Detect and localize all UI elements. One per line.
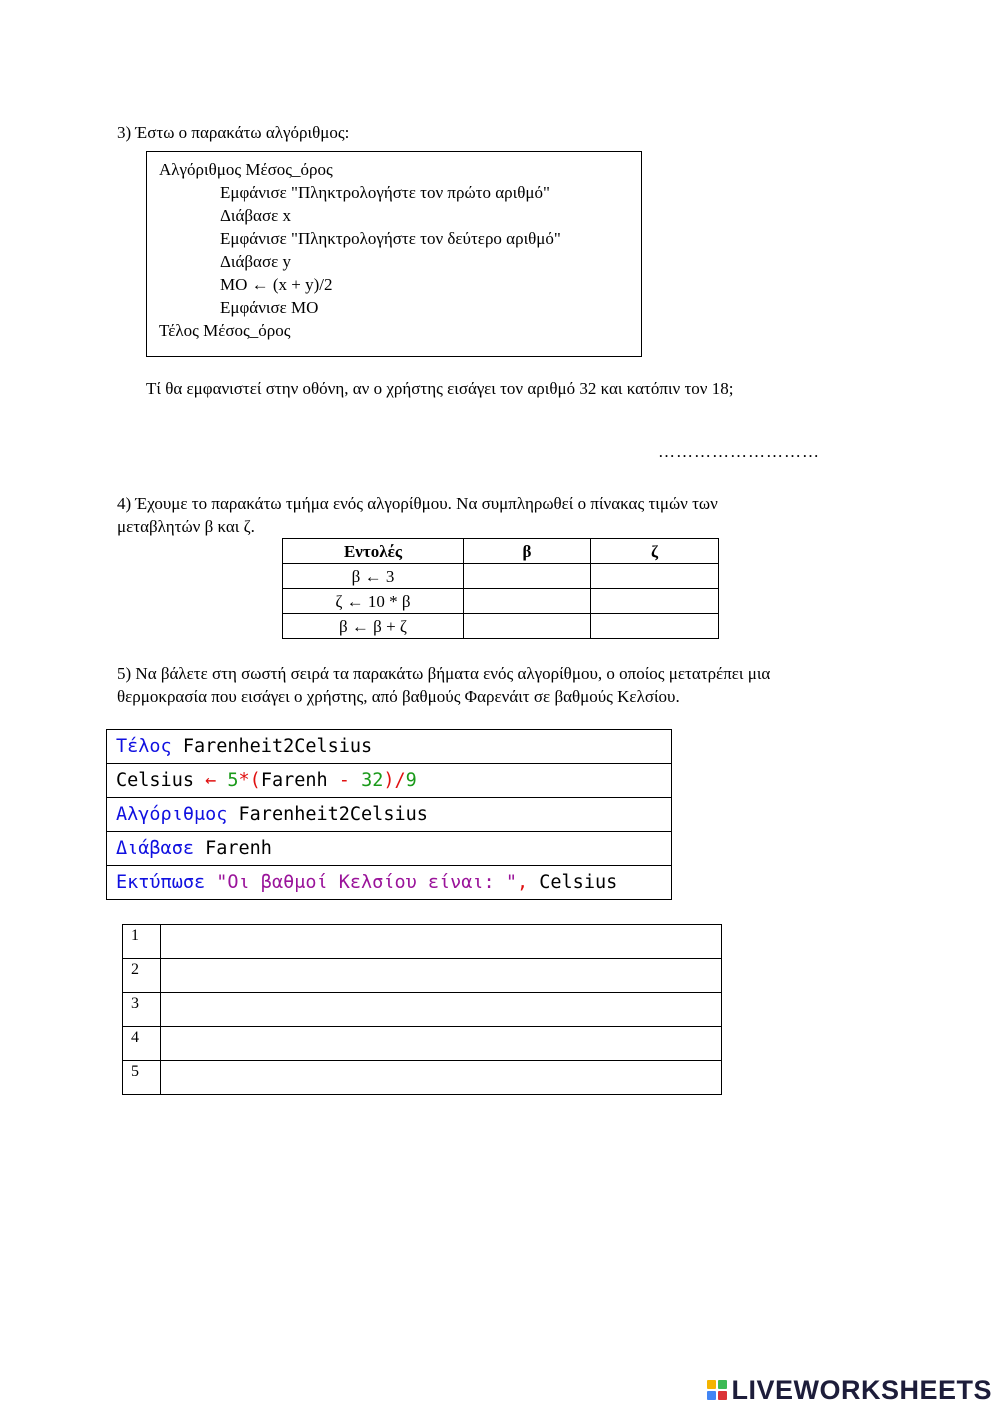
table-row — [283, 589, 719, 614]
algorithm-line: Εμφάνισε "Πληκτρολογήστε τον πρώτο αριθμό" — [220, 183, 550, 202]
order-answer-table — [122, 924, 722, 1095]
question-4-title-line: 4) Έχουμε το παρακάτω τμήμα ενός αλγορίθμου. Να συμπληρωθεί ο πίνακας τιμών των — [117, 494, 718, 513]
trace-table-header — [283, 539, 719, 564]
command-cell: ζ ← 10 * β — [283, 589, 464, 614]
code-number: 9 — [405, 770, 417, 791]
algorithm-line: Τέλος Μέσος_όρος — [159, 321, 291, 340]
code-keyword: Αλγόριθμος — [116, 804, 228, 825]
command-cell: β ← 3 — [283, 564, 464, 589]
code-text: Farenheit2Celsius — [238, 804, 428, 825]
beta-value-field[interactable] — [464, 564, 591, 589]
order-number: 5 — [123, 1061, 161, 1095]
code-operator: , — [516, 872, 529, 893]
table-row — [123, 1061, 722, 1095]
command-cell: β ← β + ζ — [283, 614, 464, 639]
code-step — [107, 832, 672, 866]
question-5-title-line: 5) Να βάλετε στη σωστή σειρά τα παρακάτω βήματα ενός αλγορίθμου, ο οποίος μετατρέπει μια — [117, 664, 771, 683]
code-step-row — [107, 798, 672, 832]
code-step — [107, 730, 672, 764]
code-text: Celsius — [539, 872, 618, 893]
question-3-title: 3) Έστω ο παρακάτω αλγόριθμος: — [117, 123, 350, 142]
table-row — [123, 959, 722, 993]
order-answer-field[interactable] — [161, 993, 722, 1027]
code-number: 5 — [227, 770, 239, 791]
table-row — [123, 1027, 722, 1061]
algorithm-line: ΜΟ ← (x + y)/2 — [220, 275, 333, 294]
code-string: "Οι βαθμοί Κελσίου είναι: " — [216, 872, 517, 893]
algorithm-line: Διάβασε y — [220, 252, 292, 271]
code-step — [107, 866, 672, 900]
code-number: 32 — [361, 770, 384, 791]
header-beta: β — [464, 539, 591, 564]
code-operator: - — [338, 770, 350, 791]
code-step — [107, 798, 672, 832]
algorithm-line: Εμφάνισε ΜΟ — [220, 298, 319, 317]
code-steps-table — [106, 729, 672, 900]
code-step-row — [107, 730, 672, 764]
question-5-title — [117, 662, 770, 708]
liveworksheets-logo[interactable] — [707, 1375, 992, 1405]
question-3-text: Τί θα εμφανιστεί στην οθόνη, αν ο χρήστης εισάγει τον αριθμό 32 και κατόπιν τον 18; — [146, 379, 734, 398]
table-row — [123, 925, 722, 959]
beta-value-field[interactable] — [464, 589, 591, 614]
zeta-value-field[interactable] — [591, 589, 719, 614]
order-answer-field[interactable] — [161, 1027, 722, 1061]
order-number: 2 — [123, 959, 161, 993]
algorithm-box — [146, 151, 642, 357]
code-text: Celsius — [116, 770, 194, 791]
code-operator: )/ — [383, 770, 406, 791]
code-step-row — [107, 764, 672, 798]
code-text: Farenheit2Celsius — [182, 736, 373, 757]
algorithm-line: Εμφάνισε "Πληκτρολογήστε τον δεύτερο αριθμό" — [220, 229, 561, 248]
zeta-value-field[interactable] — [591, 614, 719, 639]
code-text: Farenh — [260, 770, 328, 791]
order-answer-field[interactable] — [161, 1061, 722, 1095]
code-operator: *( — [238, 770, 261, 791]
order-number: 1 — [123, 925, 161, 959]
header-zeta: ζ — [591, 539, 719, 564]
code-step-row — [107, 866, 672, 900]
order-answer-field[interactable] — [161, 925, 722, 959]
table-row — [283, 614, 719, 639]
code-keyword: Τέλος — [116, 736, 172, 757]
code-text: Farenh — [205, 838, 272, 859]
code-step — [107, 764, 672, 798]
trace-table — [282, 538, 719, 639]
algorithm-line: Διάβασε x — [220, 206, 292, 225]
order-number: 4 — [123, 1027, 161, 1061]
logo-text: LIVEWORKSHEETS — [731, 1374, 992, 1405]
code-keyword: Διάβασε — [116, 838, 194, 859]
code-step-row — [107, 832, 672, 866]
question-3-answer-field[interactable]: ……………………… — [658, 442, 820, 461]
order-answer-field[interactable] — [161, 959, 722, 993]
header-commands: Εντολές — [283, 539, 464, 564]
algorithm-line: Αλγόριθμος Μέσος_όρος — [159, 160, 333, 179]
liveworksheets-logo-icon — [707, 1380, 727, 1400]
order-number: 3 — [123, 993, 161, 1027]
table-row — [123, 993, 722, 1027]
beta-value-field[interactable] — [464, 614, 591, 639]
question-4-title — [117, 492, 718, 538]
code-keyword: Εκτύπωσε — [116, 872, 206, 893]
zeta-value-field[interactable] — [591, 564, 719, 589]
question-5-title-line: θερμοκρασία που εισάγει ο χρήστης, από βαθμούς Φαρενάιτ σε βαθμούς Κελσίου. — [117, 687, 680, 706]
code-operator: ← — [205, 770, 217, 791]
table-row — [283, 564, 719, 589]
question-4-title-line: μεταβλητών β και ζ. — [117, 517, 255, 536]
